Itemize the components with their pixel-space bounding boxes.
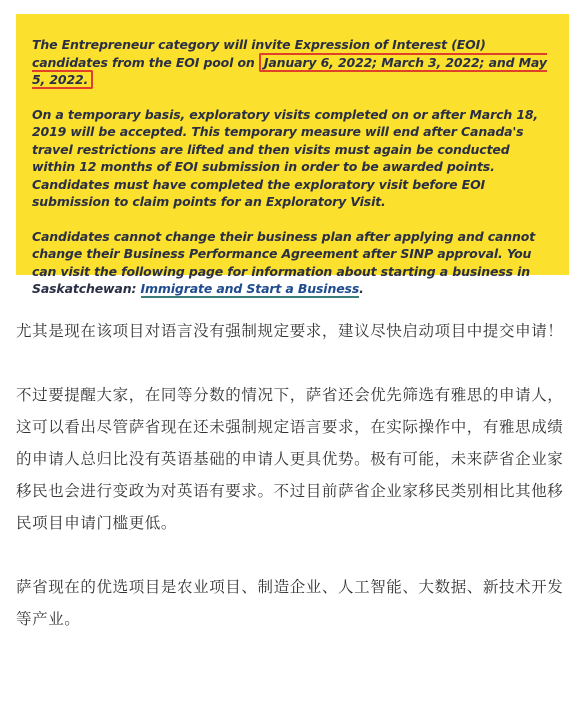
notice-paragraph-business-plan [32,228,553,298]
notice-business-plan-text: Candidates cannot change their business plan after applying and cannot change their Business Performance Agreement after SINP approval. You can visit the following page for information about starting a business in Saskatchewan: [32,228,536,296]
eoi-notice-box [16,14,569,296]
notice-eoi-text: The Entrepreneur category will invite Expression of Interest (EOI) candidates from the EOI pool on [32,37,486,70]
notice-paragraph-exploratory-visits: On a temporary basis, exploratory visits completed on or after March 18, 2019 will be accepted. This temporary measure will end after Canada's travel restrictions are lifted and then visits must again be conducted within 12 months of EOI submission in order to be awarded points. Candidates must have completed the exploratory visit before EOI submission to claim points for an Exploratory Visit. [32,106,539,209]
article-body [16,315,576,667]
article-paragraph-preferred-industries: 萨省现在的优选项目是农业项目、制造企业、人工智能、大数据、新技术开发等产业。 [16,578,564,628]
notice-period: . [359,281,364,296]
article-paragraph-language-requirement: 尤其是现在该项目对语言没有强制规定要求，建议尽快启动项目中提交申请！ [16,322,564,340]
immigrate-and-start-a-business-link[interactable]: Immigrate and Start a Business [140,281,360,296]
highlighted-eoi-dates: January 6, 2022; March 3, 2022; and May 5, 2022. [32,54,547,87]
notice-paragraph-eoi-dates [32,36,553,89]
article-paragraph-ielts-priority: 不过要提醒大家，在同等分数的情况下，萨省还会优先筛选有雅思的申请人，这可以看出尽管萨省现在还未强制规定语言要求，在实际操作中，有雅思成绩的申请人总归比没有英语基础的申请人更具优势。极有可能，未来萨省企业家移民也会进行变政为对英语有要求。不过目前萨省企业家移民类别相比其他移民项目申请门槛更低。 [16,386,564,532]
